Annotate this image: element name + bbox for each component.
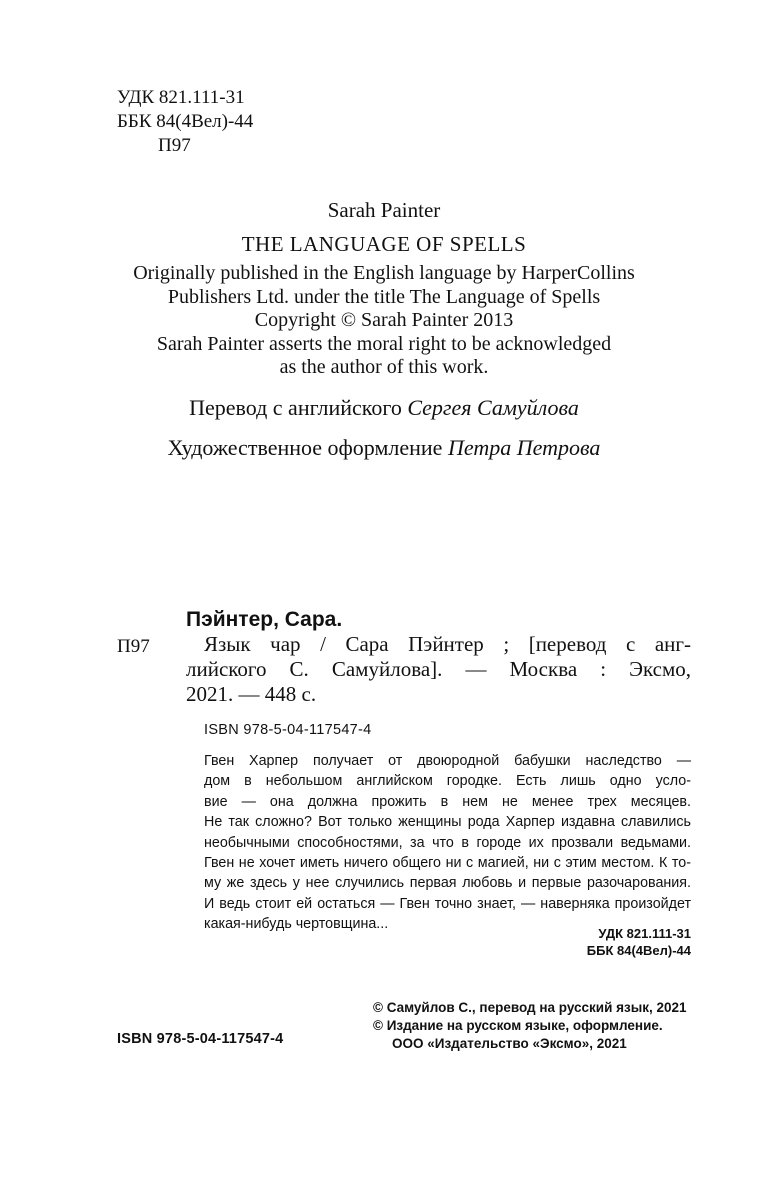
designer-name: Петра Петрова (447, 435, 601, 460)
annotation-line: Не так сложно? Вот только женщины рода Харпер издавна славились (204, 814, 691, 831)
catalog-description-line: 2021. — 448 с. (186, 682, 317, 706)
bottom-bbk-code: ББК 84(4Вел)-44 (586, 943, 691, 958)
annotation-line: необычными способностями, за что в городе их прозвали ведьмами. (204, 834, 691, 851)
annotation-line: И ведь стоит ей остаться — Гвен точно знает, — наверняка произойдет (204, 895, 691, 912)
annotation (204, 751, 691, 935)
copyright-block (373, 999, 687, 1053)
catalog-index-mark: П97 (117, 636, 150, 657)
original-title: THE LANGUAGE OF SPELLS (241, 232, 527, 256)
annotation-line: Гвен не хочет иметь ничего общего ни с магией, ни с этим местом. К то- (204, 855, 691, 872)
original-edition-block (0, 198, 768, 380)
classification-codes (117, 86, 253, 158)
annotation-line: му же здесь у нее случились первая любовь и первые разочарования. (204, 875, 691, 892)
design-prefix: Художественное оформление (167, 435, 448, 460)
catalog-description (186, 632, 691, 707)
original-line: Sarah Painter asserts the moral right to be acknowledged (156, 332, 612, 355)
isbn-bottom: ISBN 978-5-04-117547-4 (117, 1031, 284, 1047)
original-line: Originally published in the English language by HarperCollins (133, 262, 635, 284)
annotation-line: дом в небольшом английском городке. Есть лишь одно усло- (204, 773, 691, 790)
copyright-line: © Самуйлов С., перевод на русский язык, 2021 (373, 1000, 687, 1015)
annotation-line: Гвен Харпер получает от двоюродной бабушки наследство — (204, 753, 691, 769)
original-line: as the author of this work. (279, 356, 489, 378)
bbk-code: ББК 84(4Вел)-44 (117, 111, 254, 132)
original-line: Publishers Ltd. under the title The Language of Spells (167, 285, 601, 308)
bottom-classification-codes (587, 925, 691, 959)
annotation-line: какая-нибудь чертовщина... (204, 916, 389, 933)
translator-name: Сергея Самуйлова (407, 395, 579, 420)
copyright-line: ООО «Издательство «Эксмо», 2021 (392, 1036, 627, 1051)
catalog-description-line: Язык чар / Сара Пэйнтер ; [перевод с анг- (204, 632, 691, 656)
translation-credit (0, 395, 768, 421)
original-line: Copyright © Sarah Painter 2013 (254, 309, 514, 331)
bottom-udk-code: УДК 821.111-31 (598, 926, 691, 941)
catalog-author-heading: Пэйнтер, Сара. (186, 608, 343, 631)
translation-prefix: Перевод с английского (189, 395, 408, 420)
catalog-description-line: лийского С. Самуйлова]. — Москва : Эксмо, (186, 657, 691, 681)
catalog-isbn: ISBN 978-5-04-117547-4 (204, 722, 372, 738)
udk-code: УДК 821.111-31 (117, 87, 245, 108)
author-mark: П97 (158, 135, 191, 156)
annotation-line: вие — она должна прожить в нем не менее трех месяцев. (204, 793, 691, 810)
copyright-line: © Издание на русском языке, оформление. (373, 1018, 663, 1033)
design-credit (0, 435, 768, 461)
original-author: Sarah Painter (327, 198, 441, 222)
